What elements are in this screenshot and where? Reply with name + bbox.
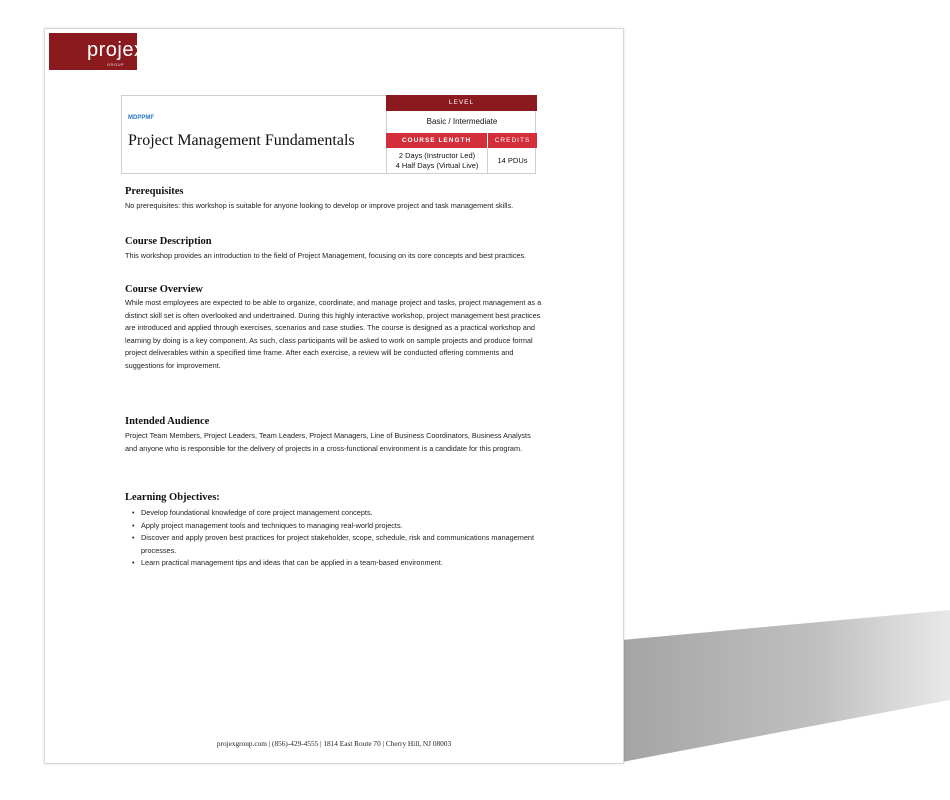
document-page (44, 28, 624, 764)
list-item: • Discover and apply proven best practices for project stakeholder, scope, schedule, risk and communications management processes. (132, 533, 535, 555)
page-footer: projexgroup.com | (856)-429-4555 | 1814 East Route 70 | Cherry Hill, NJ 08003 (216, 739, 452, 748)
objectives-heading: Learning Objectives: (125, 492, 220, 503)
description-text: This workshop provides an introduction to the field of Project Management, focusing on its core concepts and best practices. (125, 251, 527, 260)
course-code: MDPPMF (128, 115, 154, 121)
projex-logo (49, 33, 145, 70)
credits-value: 14 PDUs (487, 148, 537, 174)
logo-subtext: GROUP (107, 62, 125, 67)
course-length-line-1: 2 Days (Instructor Led) (398, 151, 476, 160)
level-label: LEVEL (386, 95, 537, 111)
objective-text: Discover and apply proven best practices for project stakeholder, scope, schedule, risk and communications management processes. (141, 533, 535, 555)
list-item: • Apply project management tools and techniques to managing real-world projects. (132, 520, 403, 530)
course-info-table (386, 95, 537, 174)
audience-text: Project Team Members, Project Leaders, Team Leaders, Project Managers, Line of Business Coordinators, Business Analysts and anyone who is responsible for the delivery of projects in a cross-functional environment is a candidate for this program. (125, 431, 531, 453)
course-header (121, 95, 536, 174)
prerequisites-heading: Prerequisites (125, 186, 184, 197)
credits-label: CREDITS (487, 133, 537, 148)
overview-heading: Course Overview (125, 284, 203, 295)
course-length-label: COURSE LENGTH (386, 133, 487, 148)
course-length-line-2: 4 Half Days (Virtual Live) (395, 161, 479, 170)
list-item: • Learn practical management tips and ideas that can be applied in a team-based environment. (132, 558, 443, 567)
objectives-list (125, 507, 543, 570)
objective-text: Apply project management tools and techniques to managing real-world projects. (141, 520, 403, 530)
level-value: Basic / Intermediate (386, 111, 537, 133)
list-item: • Develop foundational knowledge of core project management concepts. (132, 508, 373, 517)
course-title: Project Management Fundamentals (128, 132, 355, 149)
overview-text: While most employees are expected to be able to organize, coordinate, and manage project and tasks, project management as a distinct skill set is often overlooked and undertrained. During this highly interactive workshop, project management best practices are introduced and applied through exercises, scenarios and case studies. The course is designed as a practical workshop and learning by doing is a key component. As such, class participants will be asked to work on sample projects and produce formal project deliverables within a specified time frame. After each exercise, a review will be conducted offering comments and suggestions for improvement. (125, 298, 542, 370)
course-length-value (386, 148, 487, 174)
objective-text: Learn practical management tips and ideas that can be applied in a team-based environment. (141, 558, 443, 567)
audience-heading: Intended Audience (125, 416, 210, 427)
objective-text: Develop foundational knowledge of core project management concepts. (141, 508, 373, 517)
prerequisites-text: No prerequisites: this workshop is suitable for anyone looking to develop or improve project and task management skills. (125, 201, 514, 210)
logo-text: projex (87, 39, 145, 61)
description-heading: Course Description (125, 236, 212, 247)
